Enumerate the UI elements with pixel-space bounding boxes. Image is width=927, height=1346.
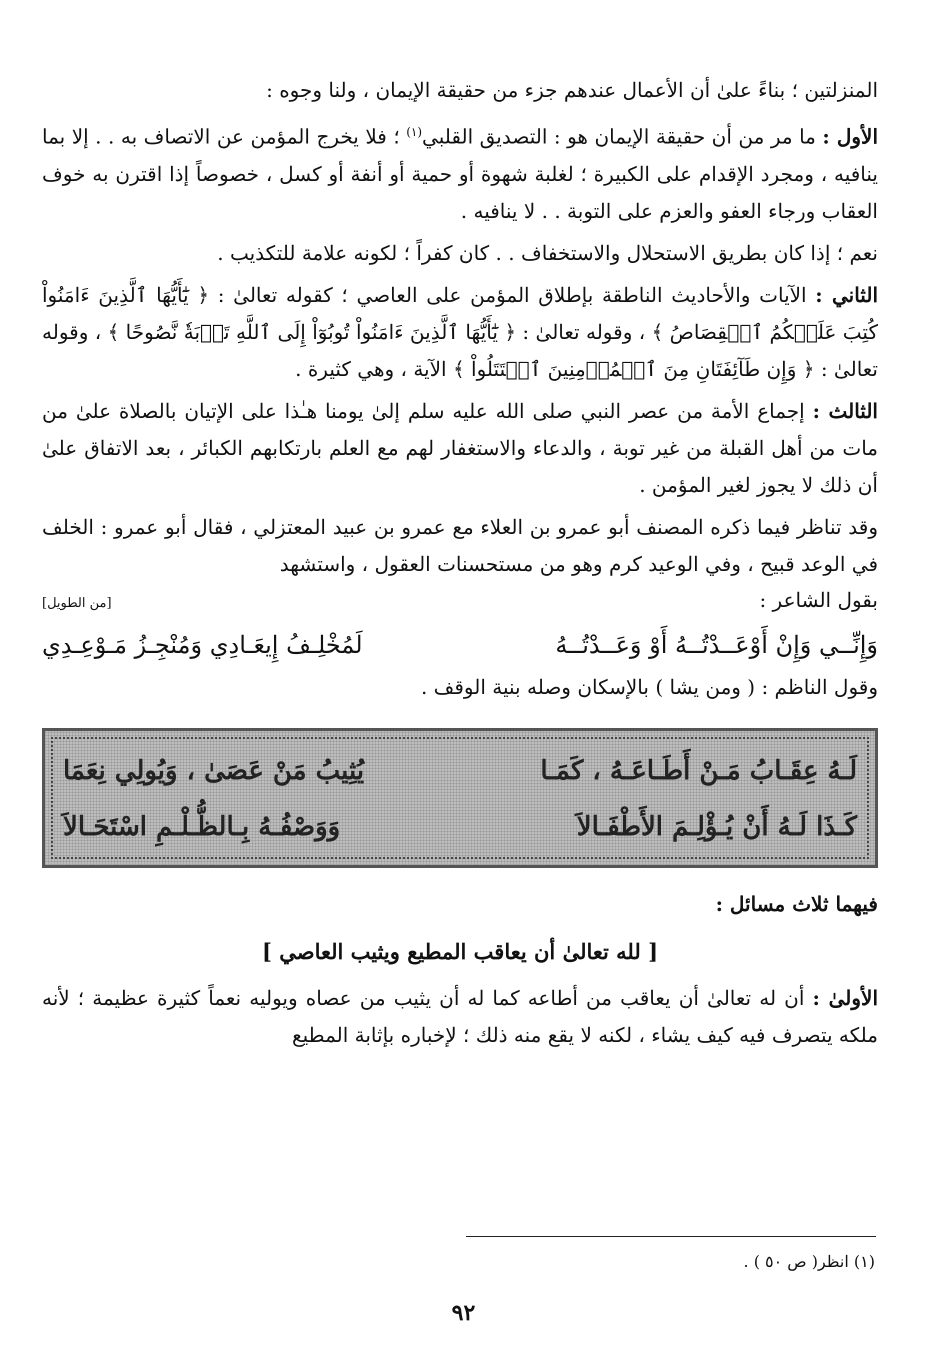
page-body <box>42 72 878 1059</box>
first-argument-label: الأول : <box>822 124 879 149</box>
footnote-reference: (١) <box>406 125 423 139</box>
poem-line-1-second-hemistich: يُثِيبُ مَنْ عَصَىٰ ، وَيُولِي نِعَمَا <box>63 755 365 786</box>
page-number: ٩٢ <box>451 1300 476 1326</box>
poem-frame <box>42 728 878 868</box>
footnote: (١) انظر( ص ٥٠ ) . <box>743 1252 875 1271</box>
verse-first-hemistich: وَإِنِّــي وَإِنْ أَوْعَــدْتُــهُ أَوْ وَعَــدْتُــهُ <box>555 630 878 659</box>
meter-label: [من الطويل] <box>42 595 112 611</box>
poem-line-2-second-hemistich: وَوَصْفُـهُ بِـالظُّـلْـمِ اسْتَحَـالاَ <box>63 811 341 842</box>
poem-line-2 <box>63 799 857 855</box>
verse-second-hemistich: لَمُخْلِـفُ إِيعَـادِي وَمُنْجِـزُ مَـوْعِـدِي <box>42 630 363 659</box>
footnote-separator <box>466 1236 876 1237</box>
third-argument-text: إجماع الأمة من عصر النبي صلى الله عليه سلم إلىٰ يومنا هـٰذا على الإتيان بالصلاة علىٰ من مات من أهل القبلة من غير توبة ، والدعاء والاستغفار لهم مع العلم بارتكابهم الكبائر ، بعد الاتفاق علىٰ أن ذلك لا يجوز لغير المؤمن . <box>42 398 878 497</box>
debate-paragraph: وقد تناظر فيما ذكره المصنف أبو عمرو بن العلاء مع عمرو بن عبيد المعتزلي ، فقال أبو عمرو : الخلف في الوعد قبيح ، وفي الوعيد كرم وهو من مستحسنات العقول ، واستشهد <box>42 514 878 576</box>
poem-line-1-first-hemistich: لَـهُ عِقَـابُ مَـنْ أَطَـاعَـهُ ، كَمَـا <box>540 755 857 786</box>
first-issue-text: أن له تعالىٰ أن يعاقب من أطاعه كما له أن يثيب من عصاه ويوليه نعماً كثيرة عظيمة ؛ لأنه ملكه يتصرف فيه كيف يشاء ، لكنه لا يقع منه ذلك ؛ لإخباره بإثابة المطيع <box>42 985 878 1047</box>
second-argument-paragraph <box>42 277 878 388</box>
quoted-verse <box>42 623 878 667</box>
second-argument-label: الثاني : <box>815 282 878 307</box>
third-argument-label: الثالث : <box>812 398 878 423</box>
intro-paragraph: المنزلتين ؛ بناءً علىٰ أن الأعمال عندهم جزء من حقيقة الإيمان ، ولنا وجوه : <box>266 78 878 102</box>
third-argument-paragraph <box>42 393 878 504</box>
second-argument-text: الآيات والأحاديث الناطقة بإطلاق المؤمن على العاصي ؛ كقوله تعالىٰ : ﴿ يَٰٓأَيُّهَا ٱلَّذِينَ ءَامَنُواْ كُتِبَ عَلَيۡكُمُ ٱلۡقِصَاصُ ﴾ ، وقوله تعالىٰ : ﴿ يَٰٓأَيُّهَا ٱلَّذِينَ ءَامَنُواْ تُوبُوٓاْ إِلَى ٱللَّهِ تَوۡبَةٗ نَّصُوحًا ﴾ ، وقوله تعالىٰ : ﴿ وَإِن طَآئِفَتَانِ مِنَ ٱلۡمُؤۡمِنِينَ ٱقۡتَتَلُواْ ﴾ الآية ، وهي كثيرة . <box>42 282 878 381</box>
poem-line-2-first-hemistich: كَـذَا لَـهُ أَنْ يُـؤْلِـمَ الأَطْفَـالاَ <box>576 811 857 842</box>
issues-intro: فيهما ثلاث مسائل : <box>715 891 878 916</box>
first-issue-paragraph <box>42 980 878 1054</box>
first-argument-text-a: ما مر من أن حقيقة الإيمان هو : التصديق القلبي <box>422 124 823 149</box>
section-heading: [ لله تعالىٰ أن يعاقب المطيع ويثيب العاصي ] <box>261 938 659 964</box>
exception-paragraph: نعم ؛ إذا كان بطريق الاستحلال والاستخفاف . . كان كفراً ؛ لكونه علامة للتكذيب . <box>217 240 878 265</box>
versifier-note: وقول الناظم : ( ومن يشا ) بالإسكان وصله بنية الوقف . <box>420 674 878 699</box>
poet-citation: بقول الشاعر : <box>759 587 878 612</box>
first-argument-text-b: ؛ فلا يخرج المؤمن عن الاتصاف به . . إلا بما ينافيه ، ومجرد الإقدام على الكبيرة ؛ لغلبة شهوة أو حمية أو أنفة أو كسل ، خصوصاً إذا اقترن به خوف العقاب ورجاء العفو والعزم على التوبة . . لا ينافيه . <box>42 124 878 223</box>
poem-line-1 <box>63 743 857 799</box>
first-argument-paragraph <box>42 114 878 230</box>
first-issue-label: الأولىٰ : <box>812 985 878 1010</box>
poet-citation-row <box>42 583 878 621</box>
